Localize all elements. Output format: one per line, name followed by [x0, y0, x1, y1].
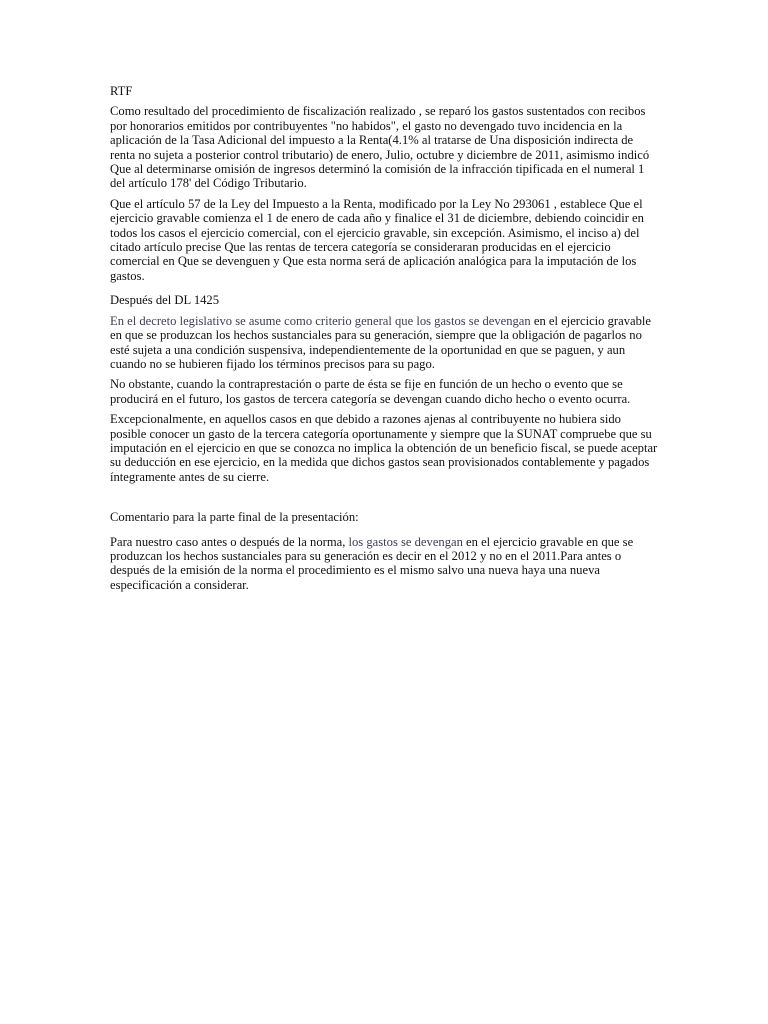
rtf-heading: RTF [110, 84, 133, 98]
document-page [110, 84, 660, 592]
highlighted-gastos-text: los gastos se devengan [348, 534, 463, 549]
paragraph-comentario [110, 535, 660, 593]
comment-heading: Comentario para la parte final de la presentación: [110, 510, 359, 525]
paragraph-decreto-rest: en el ejercicio gravable en que se produzcan los hechos sustanciales para su generación, siempre que la obligación de pagarlos no esté sujeta a una condición suspensiva, independientemente de la oportunidad en que se paguen, y aun cuando no se hubieren fijado los términos precisos para su pago. [110, 313, 651, 371]
paragraph-fiscalizacion: Como resultado del procedimiento de fiscalización realizado , se reparó los gastos sustentados con recibos por honorarios emitidos por contribuyentes "no habidos", el gasto no devengado tuvo incidencia en la aplicación de la Tasa Adicional del impuesto a la Renta(4.1% al tratarse de Una disposición indirecta de renta no sujeta a posterior control tributario) de enero, Julio, octubre y diciembre de 2011, asimismo indicó Que al determinarse omisión de ingresos determinó la comisión de la infracción tipificada en el numeral 1 del artículo 178' del Código Tributario. [110, 104, 650, 191]
paragraph-excepcionalmente: Excepcionalmente, en aquellos casos en que debido a razones ajenas al contribuyente no hubiera sido posible conocer un gasto de la tercera categoría oportunamente y siempre que la SUNAT compruebe que su imputación en el ejercicio en que se conozca no implica la obtención de un beneficio fiscal, se puede aceptar su deducción en ese ejercicio, en la medida que dichos gastos sean provisionados contablemente y pagados íntegramente antes de su cierre. [110, 412, 658, 484]
paragraph-decreto-legislativo [110, 314, 660, 372]
paragraph-no-obstante: No obstante, cuando la contraprestación o parte de ésta se fije en función de un hecho o evento que se producirá en el futuro, los gastos de tercera categoría se devengan cuando dicho hecho o evento ocurra. [110, 377, 631, 406]
highlighted-lead-text: En el decreto legislativo se asume como criterio general que los gastos se devengan [110, 313, 531, 328]
paragraph-comentario-end: en el ejercicio gravable en que se produzcan los hechos sustanciales para su generación es decir en el 2012 y no en el 2011.Para antes o después de la emisión de la norma el procedimiento es el mismo salvo una nueva haya una nueva especificación a considerar. [110, 534, 634, 592]
paragraph-articulo-57: Que el artículo 57 de la Ley del Impuesto a la Renta, modificado por la Ley No 293061 , establece Que el ejercicio gravable comienza el 1 de enero de cada año y finalice el 31 de diciembre, debiendo coincidir en todos los casos el ejercicio comercial, con el ejercicio gravable, sin excepción. Asimismo, el inciso a) del citado artículo precise Que las rentas de tercera categoría se consideraran producidas en el ejercicio comercial en Que se devenguen y Que esta norma será de aplicación analógica para la imputación de los gastos. [110, 196, 644, 283]
dl-1425-heading: Después del DL 1425 [110, 293, 220, 308]
paragraph-comentario-start: Para nuestro caso antes o después de la norma, [110, 534, 349, 549]
